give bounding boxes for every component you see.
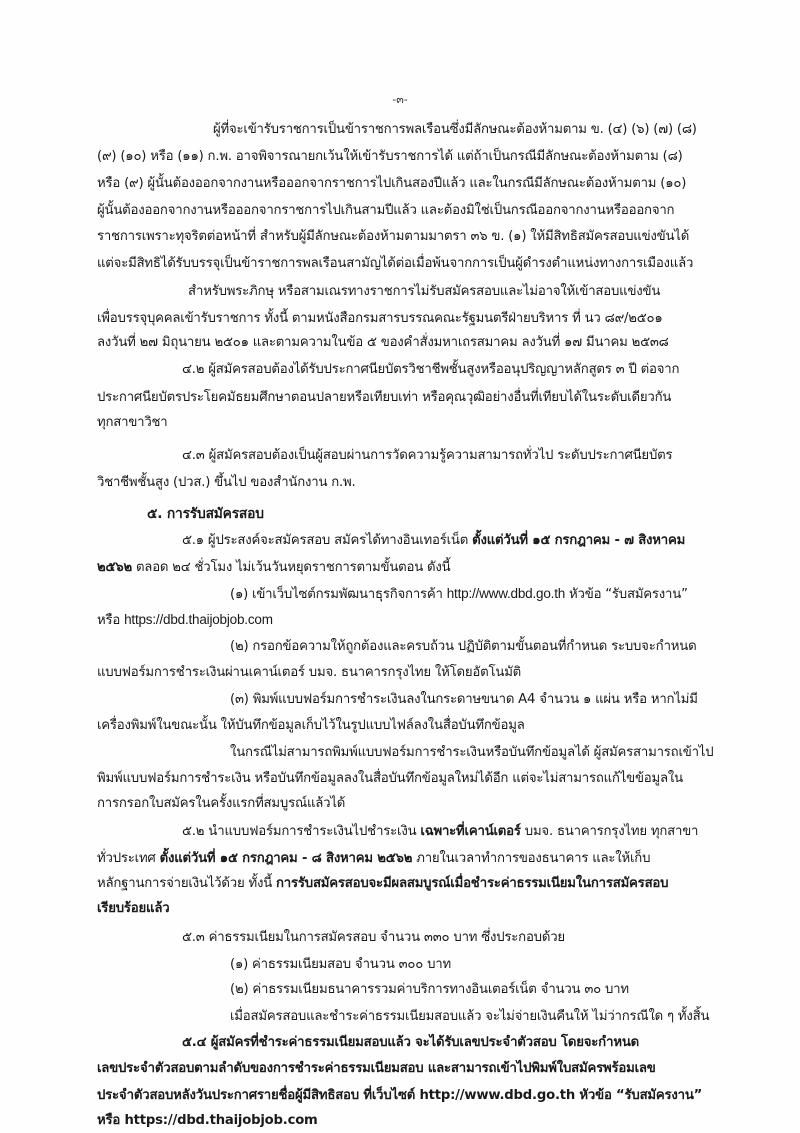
text-line bbox=[182, 823, 698, 841]
text-segment: ผู้นั้นต้องออกจากงานหรือออกจากราชการไปเกินสามปีแล้ว และต้องมิใช่เป็นกรณีออกจากงานหรือออกจาก bbox=[97, 203, 675, 218]
text-segment: เมื่อสมัครสอบและชำระค่าธรรมเนียมสอบแล้ว จะไม่จ่ายเงินคืนให้ ไม่ว่ากรณีใด ๆ ทั้งสิ้น bbox=[230, 1009, 710, 1024]
text-segment: ทุกสาขาวิชา bbox=[97, 415, 168, 430]
text-segment: (๙) (๑๐) หรือ (๑๑) ก.พ. อาจพิจารณายกเว้นให้เข้ารับราชการได้ แต่ถ้าเป็นกรณีมีลักษณะต้องห้ามตาม (๘) bbox=[97, 149, 683, 164]
bold-text: ตั้งแต่วันที่ ๑๕ กรกฎาคม - ๗ สิงหาคม bbox=[472, 533, 686, 548]
text-line bbox=[230, 691, 698, 709]
text-line bbox=[97, 474, 356, 492]
text-line bbox=[97, 611, 273, 630]
text-segment: เพื่อบรรจุบุคคลเข้ารับราชการ ทั้งนี้ ตามหนังสือกรมสารบรรณคณะรัฐมนตรีฝ่ายบริหาร ที่ นว ๘๙/๒๕๐๑ bbox=[97, 311, 663, 326]
text-line bbox=[213, 121, 697, 139]
text-segment: การกรอกใบสมัครในครั้งแรกที่สมบูรณ์แล้วได้ bbox=[97, 796, 346, 811]
text-segment: ลงวันที่ ๒๗ มิถุนายน ๒๕๐๑ และตามความในข้อ ๕ ของคำสั่งมหาเถรสมาคม ลงวันที่ ๑๗ มีนาคม ๒๕๓๘ bbox=[97, 335, 669, 350]
text-line bbox=[97, 202, 674, 220]
text-segment: พิมพ์แบบฟอร์มการชำระเงิน หรือบันทึกข้อมูลลงในสื่อบันทึกข้อมูลใหม่ได้อีก แต่จะไม่สามารถแก้ไขข้อมูลใน bbox=[97, 771, 683, 786]
text-line bbox=[97, 770, 683, 788]
text-segment: ราชการเพราะทุจริตต่อหน้าที่ สำหรับผู้มีลักษณะต้องห้ามตามมาตรา ๓๖ ข. (๑) ให้มีสิทธิสมัครสอบแข่งขันได้ bbox=[97, 229, 690, 244]
bold-text: เลขประจำตัวสอบตามลำดับของการชำระค่าธรรมเนียมสอบ และสามารถเข้าไปพิมพ์ใบสมัครพร้อมเลข bbox=[97, 1061, 656, 1076]
text-line bbox=[230, 956, 451, 974]
text-line bbox=[97, 559, 450, 577]
text-line bbox=[97, 228, 689, 246]
text-segment: หรือ (๙) ผู้นั้นต้องออกจากงานหรือออกจากราชการไปเกินสองปีแล้ว และในกรณีมีลักษณะต้องห้ามตาม (๑๐) bbox=[97, 176, 687, 191]
text-line bbox=[97, 255, 693, 273]
text-segment: ประกาศนียบัตรประโยคมัธยมศึกษาตอนปลายหรือเทียบเท่า หรือคุณวุฒิอย่างอื่นที่เทียบได้ในระดับเดียวกัน bbox=[97, 390, 672, 405]
text-line bbox=[97, 1112, 318, 1130]
text-segment: ๕.๓ ค่าธรรมเนียมในการสมัครสอบ จำนวน ๓๓๐ บาท ซึ่งประกอบด้วย bbox=[182, 930, 565, 945]
url-text: http://www.dbd.go.th bbox=[446, 586, 566, 601]
page-number: -๓- bbox=[392, 93, 408, 106]
text-line bbox=[230, 981, 629, 999]
text-line bbox=[97, 334, 669, 352]
text-segment: บมจ. ธนาคารกรุงไทย ทุกสาขา bbox=[520, 824, 699, 839]
url-text: https://dbd.thaijobjob.com bbox=[124, 612, 273, 627]
text-line bbox=[230, 638, 696, 656]
text-line bbox=[230, 1008, 709, 1026]
text-segment: ในกรณีไม่สามารถพิมพ์แบบฟอร์มการชำระเงินหรือบันทึกข้อมูลได้ ผู้สมัครสามารถเข้าไป bbox=[230, 745, 714, 760]
bold-text: ประจำตัวสอบหลังวันประกาศรายชื่อผู้มีสิทธิสอบ ที่เว็บไซต์ http://www.dbd.go.th หัวข้อ “รับสมัครงาน” bbox=[97, 1088, 703, 1103]
text-line bbox=[97, 148, 683, 166]
text-line bbox=[182, 447, 672, 465]
text-line bbox=[97, 875, 668, 893]
text-segment: สำหรับพระภิกษุ หรือสามเณรทางราชการไม่รับสมัครสอบและไม่อาจให้เข้าสอบแข่งขัน bbox=[188, 284, 661, 299]
section-heading bbox=[147, 505, 264, 523]
text-line bbox=[230, 585, 688, 604]
text-segment: เครื่องพิมพ์ในขณะนั้น ให้บันทึกข้อมูลเก็บไว้ในรูปแบบไฟล์ลงในสื่อบันทึกข้อมูล bbox=[97, 718, 525, 733]
text-segment: (๑) เข้าเว็บไซต์กรมพัฒนาธุรกิจการค้า bbox=[230, 587, 447, 602]
text-line bbox=[97, 310, 663, 328]
text-line bbox=[97, 1087, 702, 1105]
text-line bbox=[97, 414, 168, 432]
text-segment: (๓) พิมพ์แบบฟอร์มการชำระเงินลงในกระดาษขนาด A4 จำนวน ๑ แผ่น หรือ หากไม่มี bbox=[230, 692, 698, 707]
bold-text: หรือ https://dbd.thaijobjob.com bbox=[97, 1113, 318, 1128]
bold-text: เฉพาะที่เคาน์เตอร์ bbox=[420, 824, 521, 839]
text-segment: วิชาชีพชั้นสูง (ปวส.) ขึ้นไป ของสำนักงาน ก.พ. bbox=[97, 475, 356, 490]
text-line bbox=[182, 361, 679, 379]
text-segment: ๔.๓ ผู้สมัครสอบต้องเป็นผู้สอบผ่านการวัดความรู้ความสามารถทั่วไป ระดับประกาศนียบัตร bbox=[182, 448, 673, 463]
text-segment: (๑) ค่าธรรมเนียมสอบ จำนวน ๓๐๐ บาท bbox=[230, 957, 451, 972]
text-segment: แต่จะมีสิทธิได้รับบรรจุเป็นข้าราชการพลเรือนสามัญได้ต่อเมื่อพ้นจากการเป็นผู้ดำรงตำแหน่งทางการเมืองแล้ว bbox=[97, 256, 694, 271]
bold-text: ตั้งแต่วันที่ ๑๕ กรกฎาคม - ๘ สิงหาคม ๒๕๖๒ bbox=[159, 851, 413, 866]
text-segment: หรือ bbox=[97, 613, 125, 628]
text-line bbox=[97, 389, 671, 407]
text-line bbox=[182, 1034, 639, 1052]
text-segment: (๒) กรอกข้อความให้ถูกต้องและครบถ้วน ปฏิบัติตามขั้นตอนที่กำหนด ระบบจะกำหนด bbox=[230, 639, 697, 654]
bold-text: เรียบร้อยแล้ว bbox=[97, 901, 170, 916]
text-line bbox=[182, 929, 565, 947]
text-line bbox=[97, 795, 345, 813]
text-segment: หัวข้อ “รับสมัครงาน” bbox=[565, 587, 688, 602]
text-segment: (๒) ค่าธรรมเนียมธนาคารรวมค่าบริการทางอินเตอร์เน็ต จำนวน ๓๐ บาท bbox=[230, 982, 629, 997]
text-line bbox=[97, 850, 650, 868]
text-segment: ๕.๒ นำแบบฟอร์มการชำระเงินไปชำระเงิน bbox=[182, 824, 421, 839]
text-segment: ผู้ที่จะเข้ารับราชการเป็นข้าราชการพลเรือนซึ่งมีลักษณะต้องห้ามตาม ข. (๔) (๖) (๗) (๘) bbox=[213, 122, 697, 137]
text-segment: หลักฐานการจ่ายเงินไว้ด้วย ทั้งนี้ bbox=[97, 876, 277, 891]
text-line bbox=[97, 175, 686, 193]
bold-text: ๒๕๖๒ bbox=[97, 560, 132, 575]
text-segment: ตลอด ๒๔ ชั่วโมง ไม่เว้นวันหยุดราชการตามขั้นตอน ดังนี้ bbox=[131, 560, 451, 575]
text-line bbox=[182, 532, 685, 550]
text-line bbox=[97, 717, 525, 735]
text-segment: ภายในเวลาทำการของธนาคาร และให้เก็บ bbox=[412, 851, 651, 866]
text-segment: ๕. การรับสมัครสอบ bbox=[147, 506, 264, 522]
text-segment: ทั่วประเทศ bbox=[97, 851, 160, 866]
bold-text: การรับสมัครสอบจะมีผลสมบูรณ์เมื่อชำระค่าธรรมเนียมในการสมัครสอบ bbox=[276, 876, 669, 891]
text-segment: แบบฟอร์มการชำระเงินผ่านเคาน์เตอร์ บมจ. ธนาคารกรุงไทย ให้โดยอัตโนมัติ bbox=[97, 665, 522, 680]
text-line bbox=[97, 900, 169, 918]
bold-text: ๕.๔ ผู้สมัครที่ชำระค่าธรรมเนียมสอบแล้ว จะได้รับเลขประจำตัวสอบ โดยจะกำหนด bbox=[182, 1035, 640, 1050]
text-segment: ๕.๑ ผู้ประสงค์จะสมัครสอบ สมัครได้ทางอินเทอร์เน็ต bbox=[182, 533, 473, 548]
text-line bbox=[97, 664, 521, 682]
text-line bbox=[97, 1060, 656, 1078]
text-line bbox=[230, 744, 713, 762]
text-segment: ๔.๒ ผู้สมัครสอบต้องได้รับประกาศนียบัตรวิชาชีพชั้นสูงหรืออนุปริญญาหลักสูตร ๓ ปี ต่อจาก bbox=[182, 362, 680, 377]
text-line bbox=[188, 283, 660, 301]
